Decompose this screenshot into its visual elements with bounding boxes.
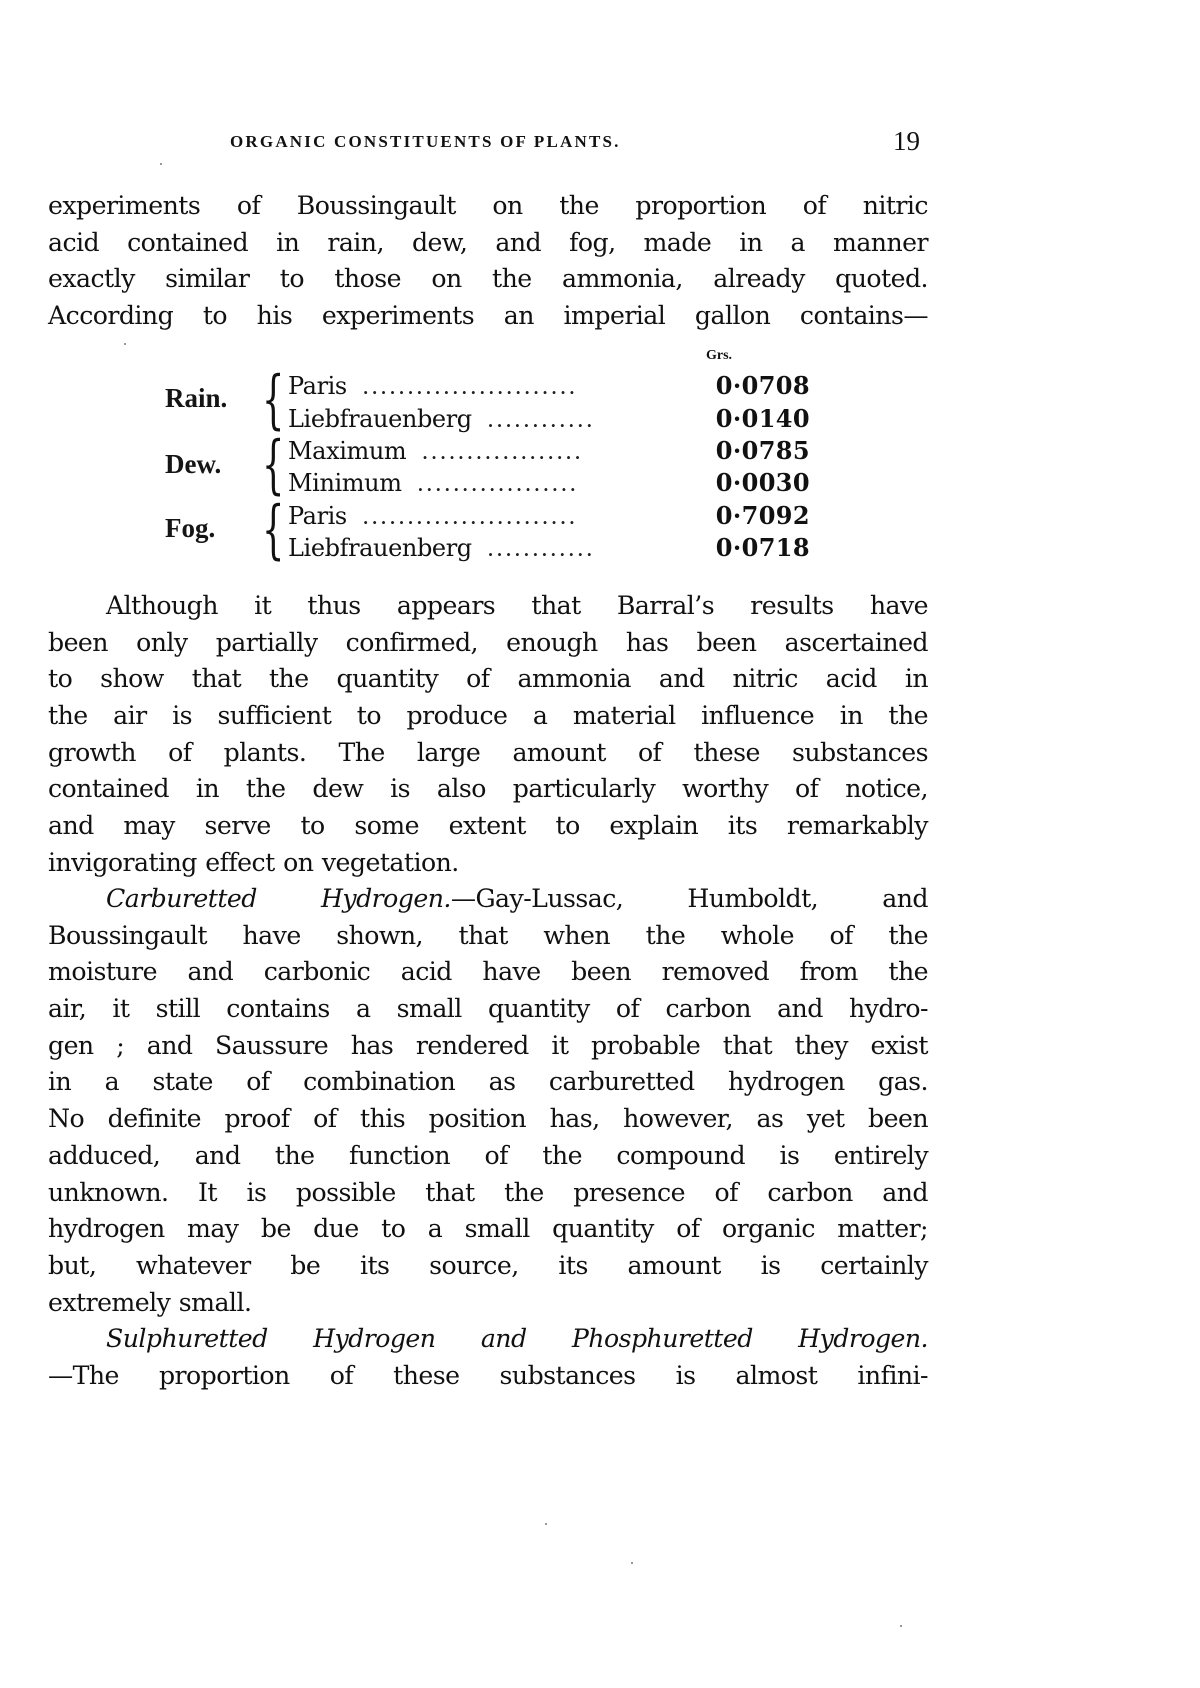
left-brace-icon: { [262,363,285,437]
text-line: been only partially confirmed, enough has been ascertained [48,627,928,657]
dot-leader: ............ [487,541,596,560]
scan-speck [124,343,126,345]
group-label-fog: Fog. [165,513,216,543]
text-line: —The proportion of these substances is almost infini- [48,1360,928,1390]
paragraph-4 [48,1321,928,1394]
table-row [288,371,810,403]
row-value: 0·0785 [715,436,810,465]
row-value: 0·0708 [715,371,810,400]
text-line: and may serve to some extent to explain its remarkably [48,811,928,841]
heading-continuation: —Gay-Lussac, Humboldt, and [450,884,928,913]
paragraph-1 [48,188,928,335]
text-line: experiments of Boussingault on the proportion of nitric [48,191,928,220]
group-label-dew: Dew. [165,449,222,479]
text-line: adduced, and the function of the compound is entirely [48,1140,928,1170]
scan-speck [545,1523,547,1525]
row-item: Liebfrauenberg [288,534,472,562]
text-line: but, whatever be its source, its amount is certainly [48,1250,928,1280]
scan-speck [160,163,162,165]
row-item: Maximum [288,437,407,465]
text-line: in a state of combination as carburetted hydrogen gas. [48,1067,928,1097]
text-line [48,881,928,918]
paragraph-3 [48,881,928,1321]
left-brace-icon: { [262,493,285,567]
dot-leader: .................. [417,476,580,495]
left-brace-icon: { [262,428,285,502]
text-line: air, it still contains a small quantity of carbon and hydro- [48,994,928,1024]
row-value: 0·0030 [715,468,810,497]
dot-leader: ........................ [362,379,579,398]
row-value: 0·7092 [715,501,810,530]
dot-leader: ............ [487,412,596,431]
text-line: No definite proof of this position has, however, as yet been [48,1104,928,1134]
running-header-title: ORGANIC CONSTITUENTS OF PLANTS. [230,132,621,151]
text-line: acid contained in rain, dew, and fog, made in a manner [48,227,928,257]
table-row [288,468,810,500]
text-line: moisture and carbonic acid have been removed from the [48,957,928,987]
page-number: 19 [893,126,920,156]
row-value: 0·0140 [715,404,810,433]
group-label-rain: Rain. [165,383,228,413]
text-line [48,1321,928,1358]
text-line: extremely small. [48,1287,252,1317]
row-item: Paris [288,502,347,530]
scan-speck [900,1625,902,1627]
text-line: invigorating effect on vegetation. [48,847,459,877]
dot-leader: ........................ [362,509,579,528]
table-row [288,436,810,468]
section-heading-carburetted-hydrogen: Carburetted Hydrogen. [106,884,451,913]
table-row [288,404,810,436]
row-item: Minimum [288,469,402,497]
text-line: to show that the quantity of ammonia and nitric acid in [48,664,928,694]
scan-speck [631,1562,633,1564]
row-value: 0·0718 [715,533,810,562]
text-line: According to his experiments an imperial gallon contains— [48,301,928,331]
row-item: Liebfrauenberg [288,405,472,433]
section-heading-sulphuretted-phosphuretted-hydrogen: Sulphuretted Hydrogen and Phosphuretted Hydrogen. [106,1324,928,1353]
text-line: growth of plants. The large amount of these substances [48,737,928,767]
table-row [288,533,810,565]
text-line: the air is sufficient to produce a material influence in the [48,701,928,731]
paragraph-2 [48,588,928,882]
text-line: contained in the dew is also particularly worthy of notice, [48,774,928,804]
text-line: Although it thus appears that Barral’s results have [106,591,928,620]
text-line: gen ; and Saussure has rendered it probable that they exist [48,1030,928,1060]
row-item: Paris [288,372,347,400]
text-line: hydrogen may be due to a small quantity of organic matter; [48,1214,928,1244]
table-row [288,501,810,533]
text-line: unknown. It is possible that the presence of carbon and [48,1177,928,1207]
text-line: exactly similar to those on the ammonia, already quoted. [48,264,928,294]
unit-column-header: Grs. [706,348,733,363]
text-line: Boussingault have shown, that when the whole of the [48,920,928,950]
dot-leader: .................. [422,444,584,463]
